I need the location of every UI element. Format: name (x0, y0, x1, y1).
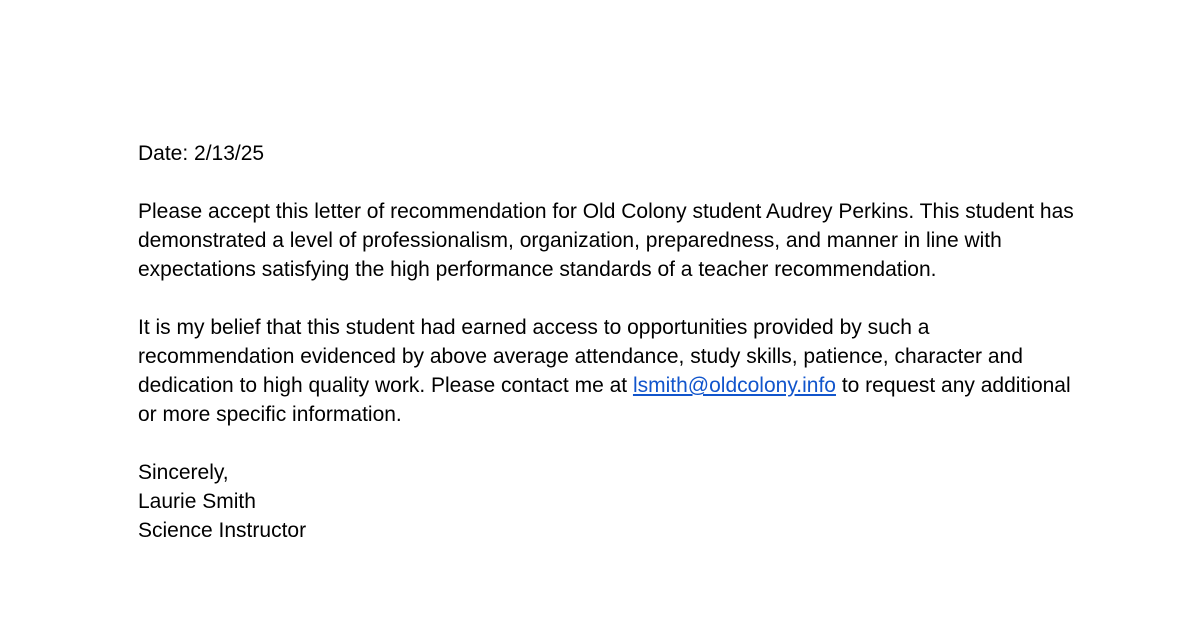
letter-date: Date: 2/13/25 (138, 142, 265, 165)
letter-paragraph-2 (138, 313, 1078, 429)
paragraph-spacer (138, 284, 1078, 313)
paragraph-spacer (138, 168, 1078, 197)
recommendation-letter (138, 139, 1078, 545)
letter-closing: Sincerely, (138, 461, 229, 484)
signer-title: Science Instructor (138, 519, 307, 542)
contact-email-link[interactable]: lsmith@oldcolony.info (632, 374, 836, 397)
signer-name: Laurie Smith (138, 490, 256, 513)
paragraph-2-text-after-email: to request any additional or more specific information. (138, 374, 1071, 426)
paragraph-2-text-before-email: It is my belief that this student had earned access to opportunities provided by such a recommendation evidenced by above average attendance, study skills, patience, character and dedication to high quality work. Please contact me at (138, 316, 1023, 397)
paragraph-spacer (138, 429, 1078, 458)
letter-paragraph-1: Please accept this letter of recommendation for Old Colony student Audrey Perkins. This student has demonstrated a level of professionalism, organization, preparedness, and manner in line with expectations satisfying the high performance standards of a teacher recommendation. (138, 200, 1074, 281)
